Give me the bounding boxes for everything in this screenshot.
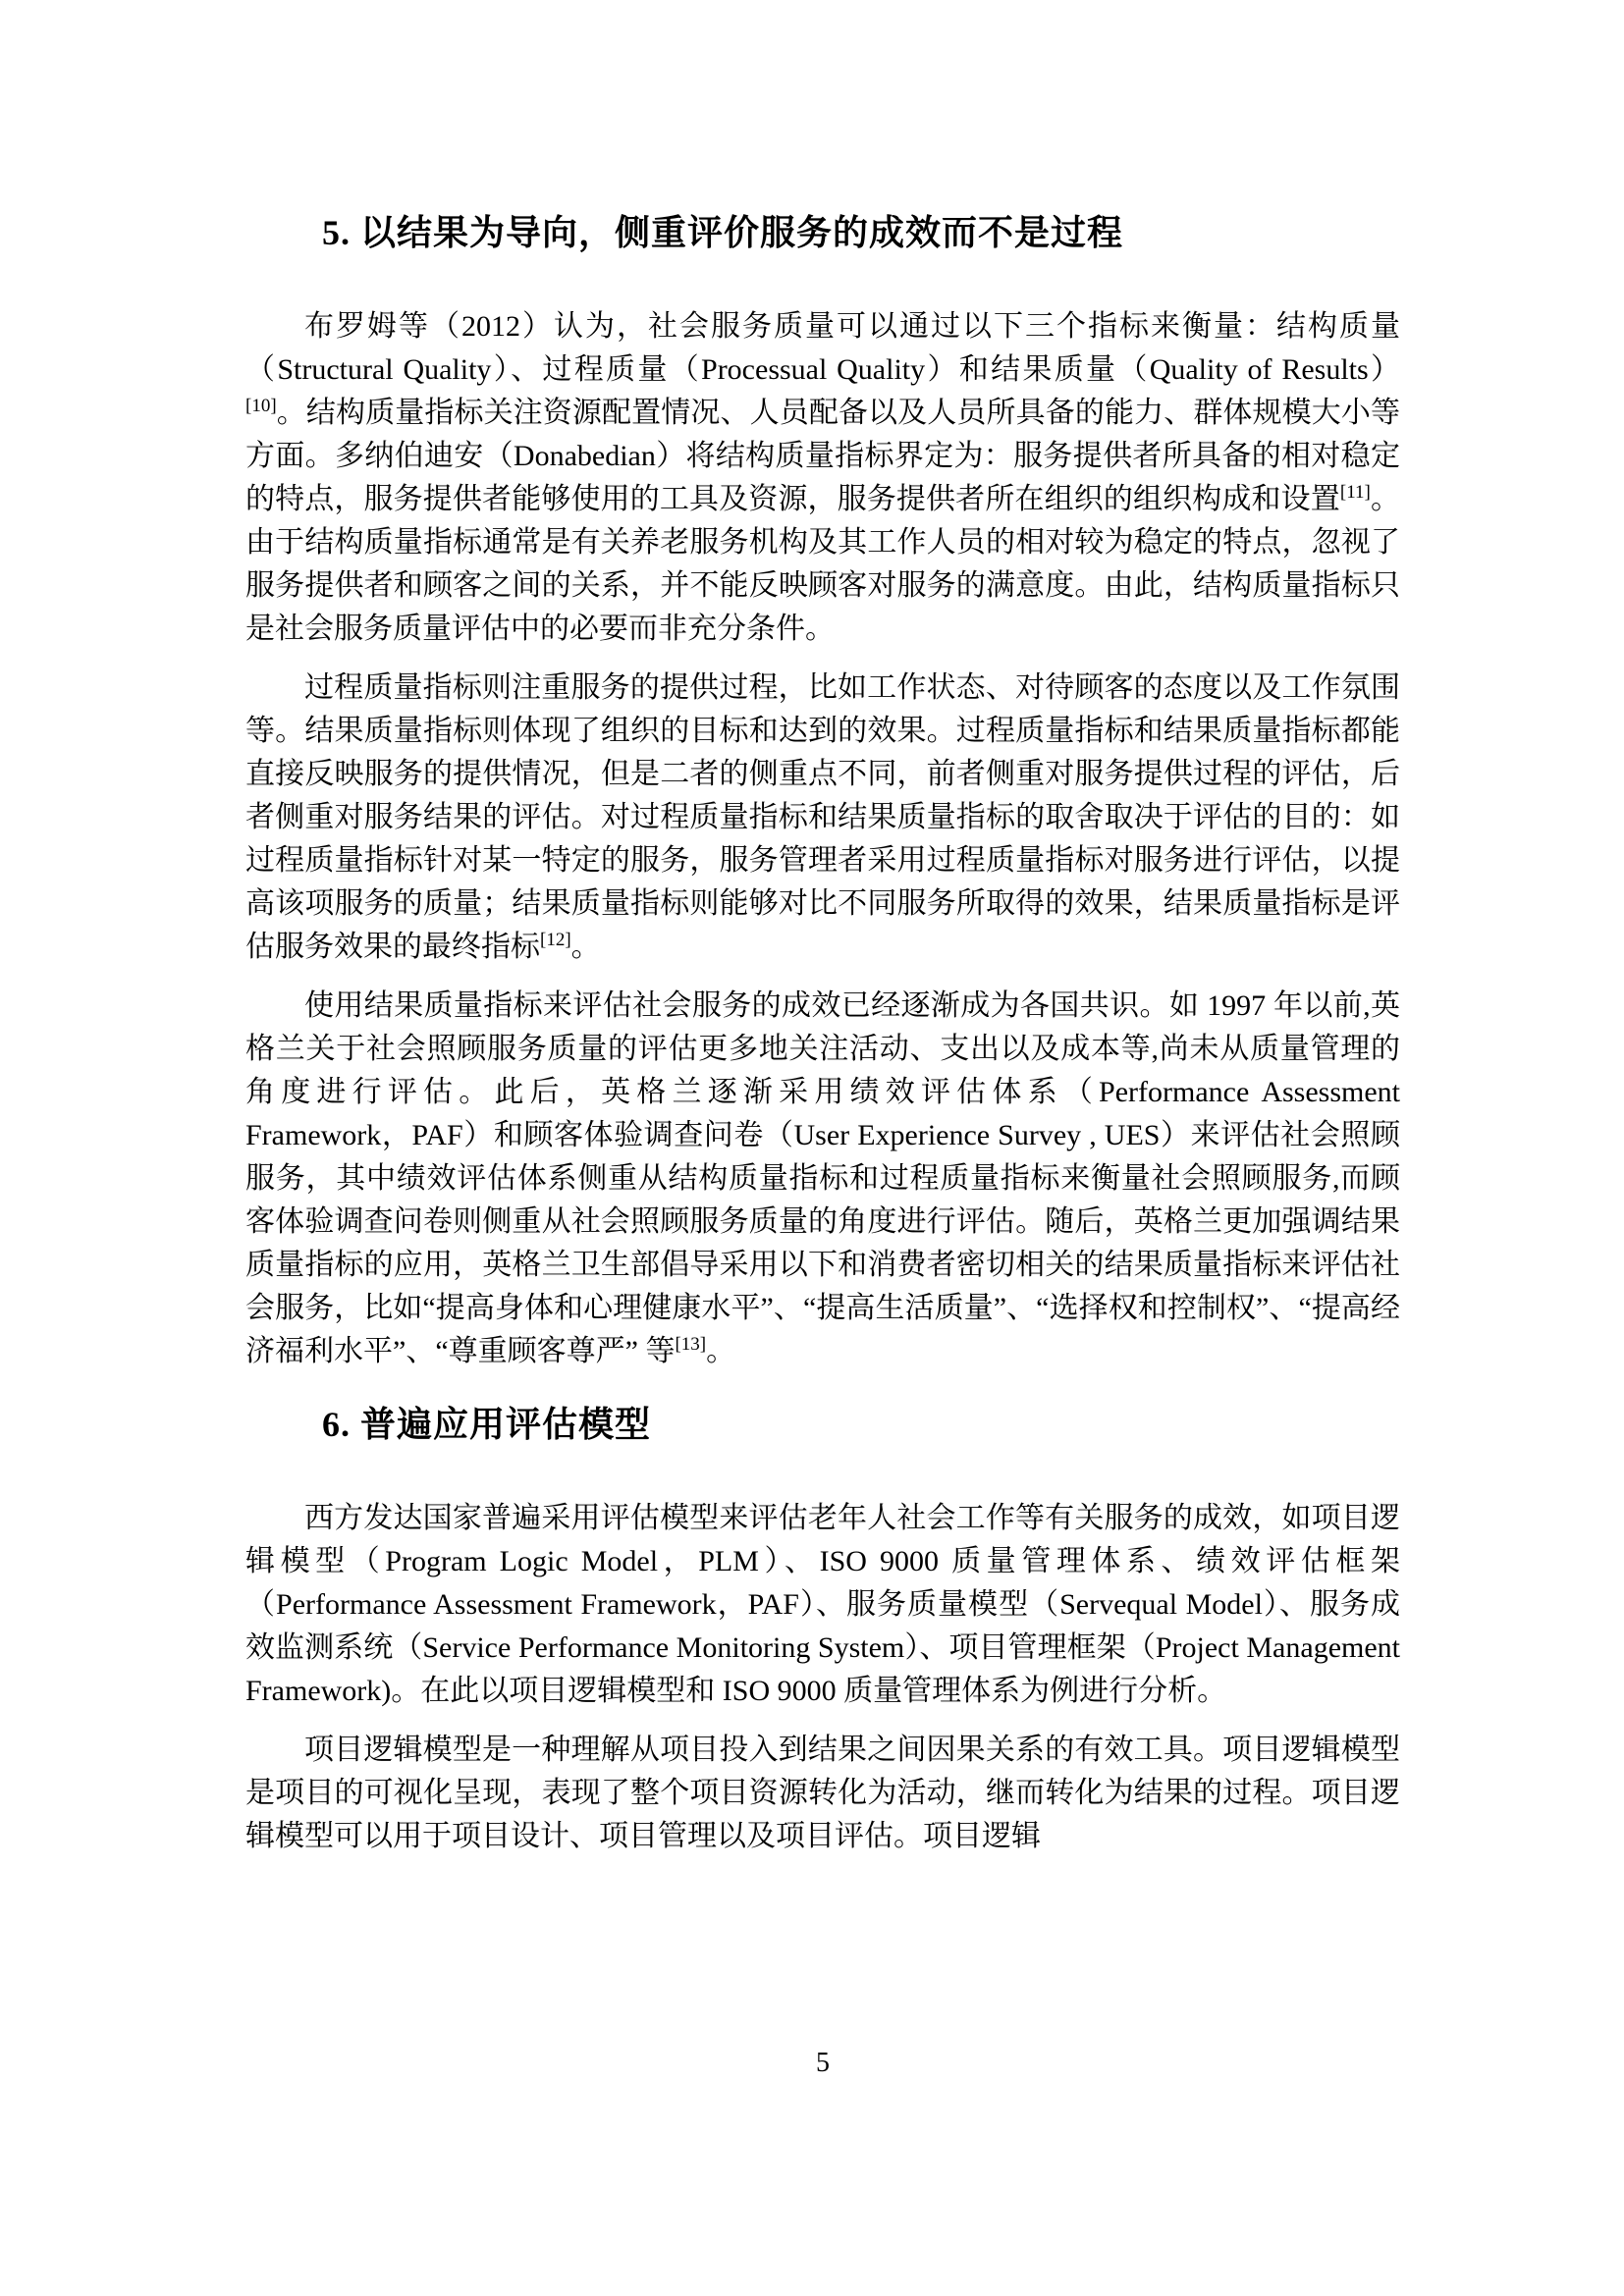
paragraph bbox=[245, 1497, 1400, 1713]
section-heading: 5. 以结果为导向，侧重评价服务的成效而不是过程 bbox=[322, 213, 1124, 252]
document-content bbox=[245, 211, 1400, 1858]
text-run: 过程质量指标则注重服务的提供过程，比如工作状态、对待顾客的态度以及工作氛围等。结果质量指标则体现了组织的目标和达到的效果。过程质量指标和结果质量指标都能直接反映服务的提供情况，但是二者的侧重点不同，前者侧重对服务提供过程的评估，后者侧重对服务结果的评估。对过程质量指标和结果质量指标的取舍取决于评估的目的：如过程质量指标针对某一特定的服务，服务管理者采用过程质量指标对服务进行评估，以提高该项服务的质量；结果质量指标则能够对比不同服务所取得的效果，结果质量指标是评估服务效果的最终指标 bbox=[245, 671, 1400, 963]
page-number: 5 bbox=[816, 2048, 830, 2078]
paragraph bbox=[245, 985, 1400, 1373]
text-run: 项目逻辑模型是一种理解从项目投入到结果之间因果关系的有效工具。项目逻辑模型是项目的可视化呈现，表现了整个项目资源转化为活动，继而转化为结果的过程。项目逻辑模型可以用于项目设计、项目管理以及项目评估。项目逻辑 bbox=[245, 1734, 1400, 1852]
text-run: 使用结果质量指标来评估社会服务的成效已经逐渐成为各国共识。如 1997 年以前,英格兰关于社会照顾服务质量的评估更多地关注活动、支出以及成本等,尚未从质量管理的角度进行评估。此后，英格兰逐渐采用绩效评估体系（Performance Assessment Framework，PAF）和顾客体验调查问卷（User Experience Survey , UES）来评估社会照顾服务，其中绩效评估体系侧重从结构质量指标和过程质量指标来衡量社会照顾服务,而顾客体验调查问卷则侧重从社会照顾服务质量的角度进行评估。随后，英格兰更加强调结果质量指标的应用，英格兰卫生部倡导采用以下和消费者密切相关的结果质量指标来评估社会服务，比如“提高身体和心理健康水平”、“提高生活质量”、“选择权和控制权”、“提高经济福利水平”、“尊重顾客尊严” 等 bbox=[245, 989, 1400, 1367]
footnote-ref: [13] bbox=[675, 1334, 707, 1355]
text-run: 。 bbox=[706, 1335, 736, 1367]
paragraph bbox=[245, 1729, 1400, 1858]
paragraph bbox=[245, 667, 1400, 969]
footnote-ref: [10] bbox=[245, 396, 277, 416]
text-run: 。 bbox=[570, 931, 601, 963]
text-run: 布罗姆等（2012）认为，社会服务质量可以通过以下三个指标来衡量：结构质量（Structural Quality）、过程质量（Processual Quality）和结果质量（Quality of Results） bbox=[245, 310, 1400, 386]
footnote-ref: [11] bbox=[1339, 482, 1371, 503]
text-run: 。结构质量指标关注资源配置情况、人员配备以及人员所具备的能力、群体规模大小等方面。多纳伯迪安（Donabedian）将结构质量指标界定为：服务提供者所具备的相对稳定的特点，服务提供者能够使用的工具及资源，服务提供者所在组织的组织构成和设置 bbox=[245, 397, 1400, 515]
text-run: 西方发达国家普遍采用评估模型来评估老年人社会工作等有关服务的成效，如项目逻辑模型（Program Logic Model，PLM）、ISO 9000 质量管理体系、绩效评估框架（Performance Assessment Framework，PAF）、服务质量模型（Servequal Model）、服务成效监测系统（Service Performance Monitoring System）、项目管理框架（Project Management Framework)。在此以项目逻辑模型和 ISO 9000 质量管理体系为例进行分析。 bbox=[245, 1502, 1400, 1707]
footnote-ref: [12] bbox=[540, 930, 571, 950]
text-run: 。由于结构质量指标通常是有关养老服务机构及其工作人员的相对较为稳定的特点，忽视了服务提供者和顾客之间的关系，并不能反映顾客对服务的满意度。由此，结构质量指标只是社会服务质量评估中的必要而非充分条件。 bbox=[245, 483, 1401, 645]
section-heading: 6. 普遍应用评估模型 bbox=[322, 1405, 652, 1444]
paragraph bbox=[245, 305, 1400, 651]
